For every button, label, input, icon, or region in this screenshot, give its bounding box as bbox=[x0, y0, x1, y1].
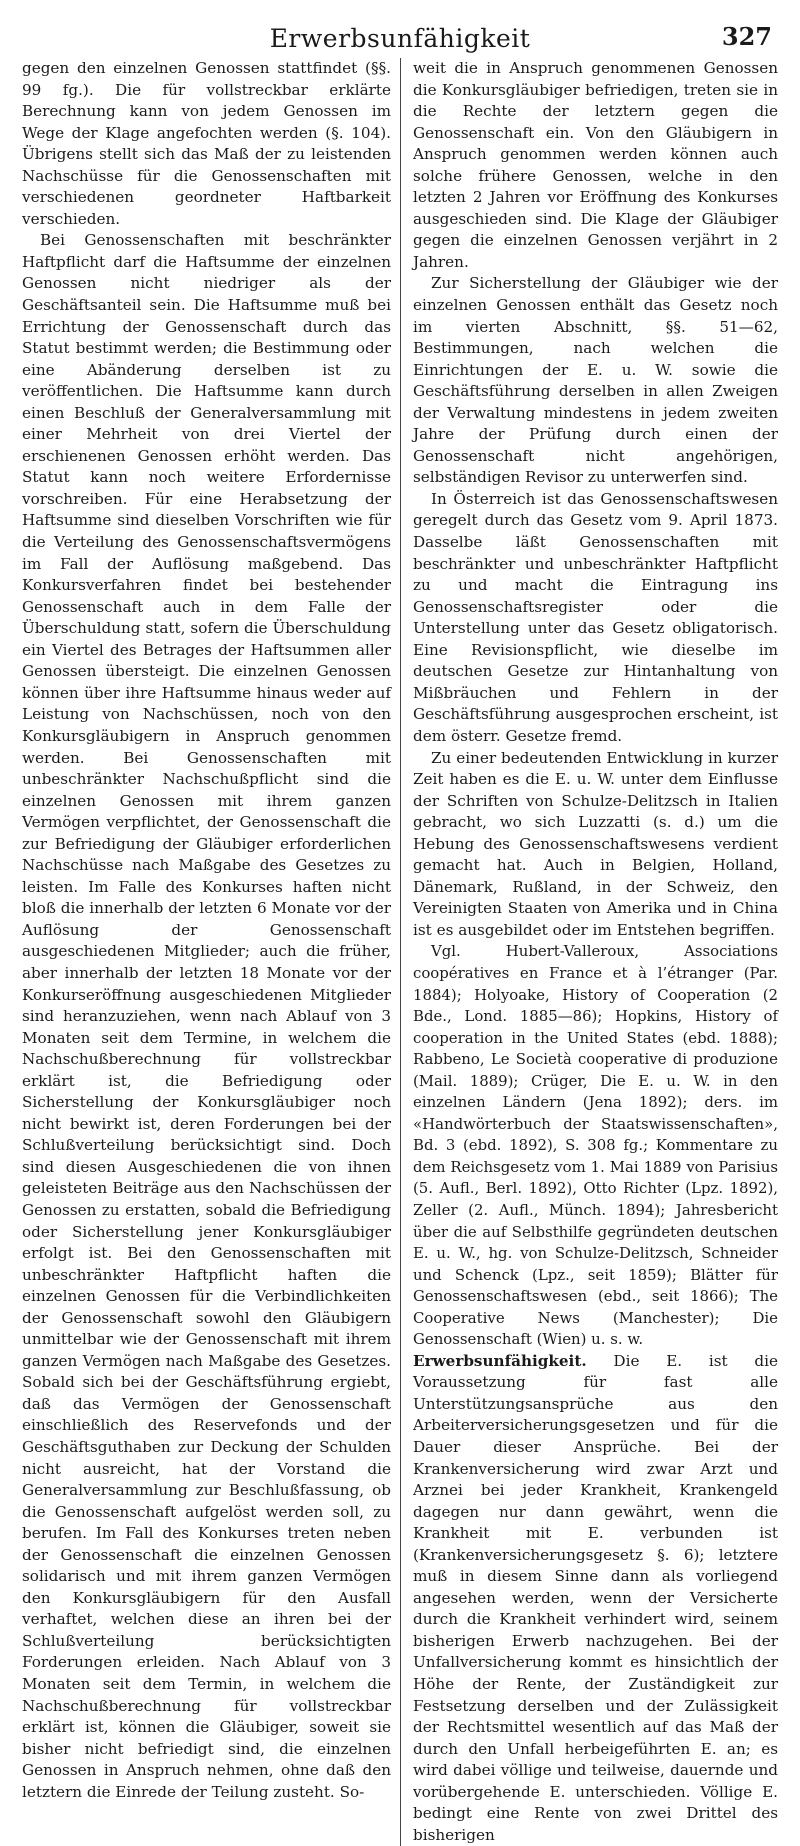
paragraph: Zur Sicherstellung der Gläubiger wie der einzelnen Genossen enthält das Gesetz noch im vierten Abschnitt, §§. 51—62, Bestimmungen, nach welchen die Einrichtungen der E. u. W. sowie die Geschäftsführung derselben in allen Zweigen der Verwaltung mindestens in jedem zweiten Jahre der Prüfung durch einen der Genossenschaft nicht angehörigen, selbständigen Revisor zu unterwerfen sind. bbox=[413, 274, 778, 487]
entry-paragraph bbox=[413, 1351, 778, 1846]
entry-lemma: Erwerbsunfähigkeit. bbox=[413, 1351, 587, 1370]
text-columns bbox=[22, 58, 778, 1846]
paragraph: Zu einer bedeutenden Entwicklung in kurzer Zeit haben es die E. u. W. unter dem Einflusse der Schriften von Schulze-Delitzsch in Italien gebracht, wo sich Luzzatti (s. d.) um die Hebung des Genossenschaftswesens verdient gemacht hat. Auch in Belgien, Holland, Dänemark, Rußland, in der Schweiz, den Vereinigten Staaten von Amerika und in China ist es ausgebildet oder im Entstehen begriffen. bbox=[413, 748, 778, 939]
entry-text: Die E. ist die Voraussetzung für fast alle Unterstützungsansprüche aus den Arbeiterversicherungsgesetzen und für die Dauer dieser Ansprüche. Bei der Krankenversicherung wird zwar Arzt und Arznei bei jeder Krankheit, Krankengeld dagegen nur dann gewährt, wenn die Krankheit mit E. verbunden ist (Krankenversicherungsgesetz §. 6); letztere muß in diesem Sinne dann als vorliegend angesehen werden, wenn der Versicherte durch die Krankheit verhindert wird, seinem bisherigen Erwerb nachzugehen. Bei der Unfallversicherung kommt es hinsichtlich der Höhe der Rente, der Zuständigkeit zur Festsetzung derselben und der Zulässigkeit der Rechtsmittel wesentlich auf das Maß der durch den Unfall herbeigeführten E. an; es wird dabei völlige und teilweise, dauernde und vorübergehende E. unterschieden. Völlige E. bedingt eine Rente von zwei Drittel des bisherigen bbox=[413, 1351, 778, 1844]
right-column bbox=[400, 58, 778, 1846]
paragraph: gegen den einzelnen Genossen stattfindet (§§. 99 fg.). Die für vollstreckbar erklärte Berechnung kann von jedem Genossen im Wege der Klage angefochten werden (§. 104). Übrigens stellt sich das Maß der zu leistenden Nachschüsse für die Genossenschaften mit verschiedenen geordneter Haftbarkeit verschieden. bbox=[22, 59, 391, 228]
paragraph: Bei Genossenschaften mit beschränkter Haftpflicht darf die Haftsumme der einzelnen Genossen nicht niedriger als der Geschäftsanteil sein. Die Haftsumme muß bei Errichtung der Genossenschaft durch das Statut bestimmt werden; die Bestimmung oder eine Abänderung derselben ist zu veröffentlichen. Die Haftsumme kann durch einen Beschluß der Generalversammlung mit einer Mehrheit von drei Viertel der erschienenen Genossen erhöht werden. Das Statut kann noch weitere Erfordernisse vorschreiben. Für eine Herabsetzung der Haftsumme sind dieselben Vorschriften wie für die Verteilung des Genossenschaftsvermögens im Fall der Auflösung maßgebend. Das Konkursverfahren findet bei bestehender Genossenschaft auch in dem Falle der Überschuldung statt, sofern die Überschuldung ein Viertel des Betrages der Haftsummen aller Genossen übersteigt. Die einzelnen Genossen können über ihre Haftsumme hinaus weder auf Leistung von Nachschüssen, noch von den Konkursgläubigern in Anspruch genommen werden. Bei Genossenschaften mit unbeschränkter Nachschußpflicht sind die einzelnen Genossen mit ihrem ganzen Vermögen verpflichtet, der Genossenschaft die zur Befriedigung der Gläubiger erforderlichen Nachschüsse nach Maßgabe des Gesetzes zu leisten. Im Falle des Konkurses haften nicht bloß die innerhalb der letzten 6 Monate vor der Auflösung der Genossenschaft ausgeschiedenen Mitglieder; auch die früher, aber innerhalb der letzten 18 Monate vor der Konkurseröffnung ausgeschiedenen Mitglieder sind heranzuziehen, wenn nach Ablauf von 3 Monaten seit dem Termine, in welchem die Nachschußberechnung für vollstreckbar erklärt ist, die Befriedigung oder Sicherstellung der Konkursgläubiger noch nicht bewirkt ist, deren Forderungen bei der Schlußverteilung berücksichtigt sind. Doch sind diesen Ausgeschiedenen die von ihnen geleisteten Beiträge aus den Nachschüssen der Genossen zu erstatten, sobald die Befriedigung oder Sicherstellung jener Konkursgläubiger erfolgt ist. Bei den Genossenschaften mit unbeschränkter Haftpflicht haften die einzelnen Genossen für die Verbindlichkeiten der Genossenschaft sowohl den Gläubigern unmittelbar wie der Genossenschaft mit ihrem ganzen Vermögen nach Maßgabe des Gesetzes. Sobald sich bei der Geschäftsführung ergiebt, daß das Vermögen der Genossenschaft einschließlich des Reservefonds und der Geschäftsguthaben zur Deckung der Schulden nicht ausreicht, hat der Vorstand die Generalversammlung zur Beschlußfassung, ob die Genossenschaft aufgelöst werden soll, zu berufen. Im Fall des Konkurses treten neben der Genossenschaft die einzelnen Genossen solidarisch und mit ihrem ganzen Vermögen den Konkursgläubigern für den Ausfall verhaftet, welchen diese an ihren bei der Schlußverteilung berücksichtigten Forderungen erleiden. Nach Ablauf von 3 Monaten seit dem Termin, in welchem die Nachschußberechnung für vollstreckbar erklärt ist, können die Gläubiger, soweit sie bisher nicht befriedigt sind, die einzelnen Genossen in Anspruch nehmen, ohne daß den letztern die Einrede der Teilung zusteht. So- bbox=[22, 231, 391, 1801]
paragraph: weit die in Anspruch genommenen Genossen die Konkursgläubiger befriedigen, treten sie in die Rechte der letztern gegen die Genossenschaft ein. Von den Gläubigern in Anspruch genommen werden können auch solche frühere Genossen, welche in den letzten 2 Jahren vor Eröffnung des Konkurses ausgeschieden sind. Die Klage der Gläubiger gegen die einzelnen Genossen verjährt in 2 Jahren. bbox=[413, 59, 778, 271]
left-column bbox=[22, 58, 400, 1846]
page-header bbox=[22, 8, 778, 58]
bibliography: Vgl. Hubert-Valleroux, Associations coopératives en France et à l’étranger (Par. 1884); Holyoake, History of Cooperation (2 Bde., Lond. 1885—86); Hopkins, History of cooperation in the United States (ebd. 1888); Rabbeno, Le Società cooperative di produzione (Mail. 1889); Crüger, Die E. u. W. in den einzelnen Ländern (Jena 1892); ders. im «Handwörterbuch der Staatswissenschaften», Bd. 3 (ebd. 1892), S. 308 fg.; Kommentare zu dem Reichsgesetz vom 1. Mai 1889 von Parisius (5. Aufl., Berl. 1892), Otto Richter (Lpz. 1892), Zeller (2. Aufl., Münch. 1894); Jahresbericht über die auf Selbsthilfe gegründeten deutschen E. u. W., hg. von Schulze-Delitzsch, Schneider und Schenck (Lpz., seit 1859); Blätter für Genossenschaftswesen (ebd., seit 1866); The Cooperative News (Manchester); Die Genossenschaft (Wien) u. s. w. bbox=[413, 942, 778, 1349]
running-head: Erwerbsunfähigkeit bbox=[269, 24, 531, 53]
page-number: 327 bbox=[721, 22, 772, 51]
paragraph: In Österreich ist das Genossenschaftswesen geregelt durch das Gesetz vom 9. April 1873. Dasselbe läßt Genossenschaften mit beschränkter und unbeschränkter Haftpflicht zu und macht die Eintragung ins Genossenschaftsregister oder die Unterstellung unter das Gesetz obligatorisch. Eine Revisionspflicht, wie dieselbe im deutschen Gesetze zur Hintanhaltung von Mißbräuchen und Fehlern in der Geschäftsführung ausgesprochen erscheint, ist dem österr. Gesetze fremd. bbox=[413, 489, 778, 745]
